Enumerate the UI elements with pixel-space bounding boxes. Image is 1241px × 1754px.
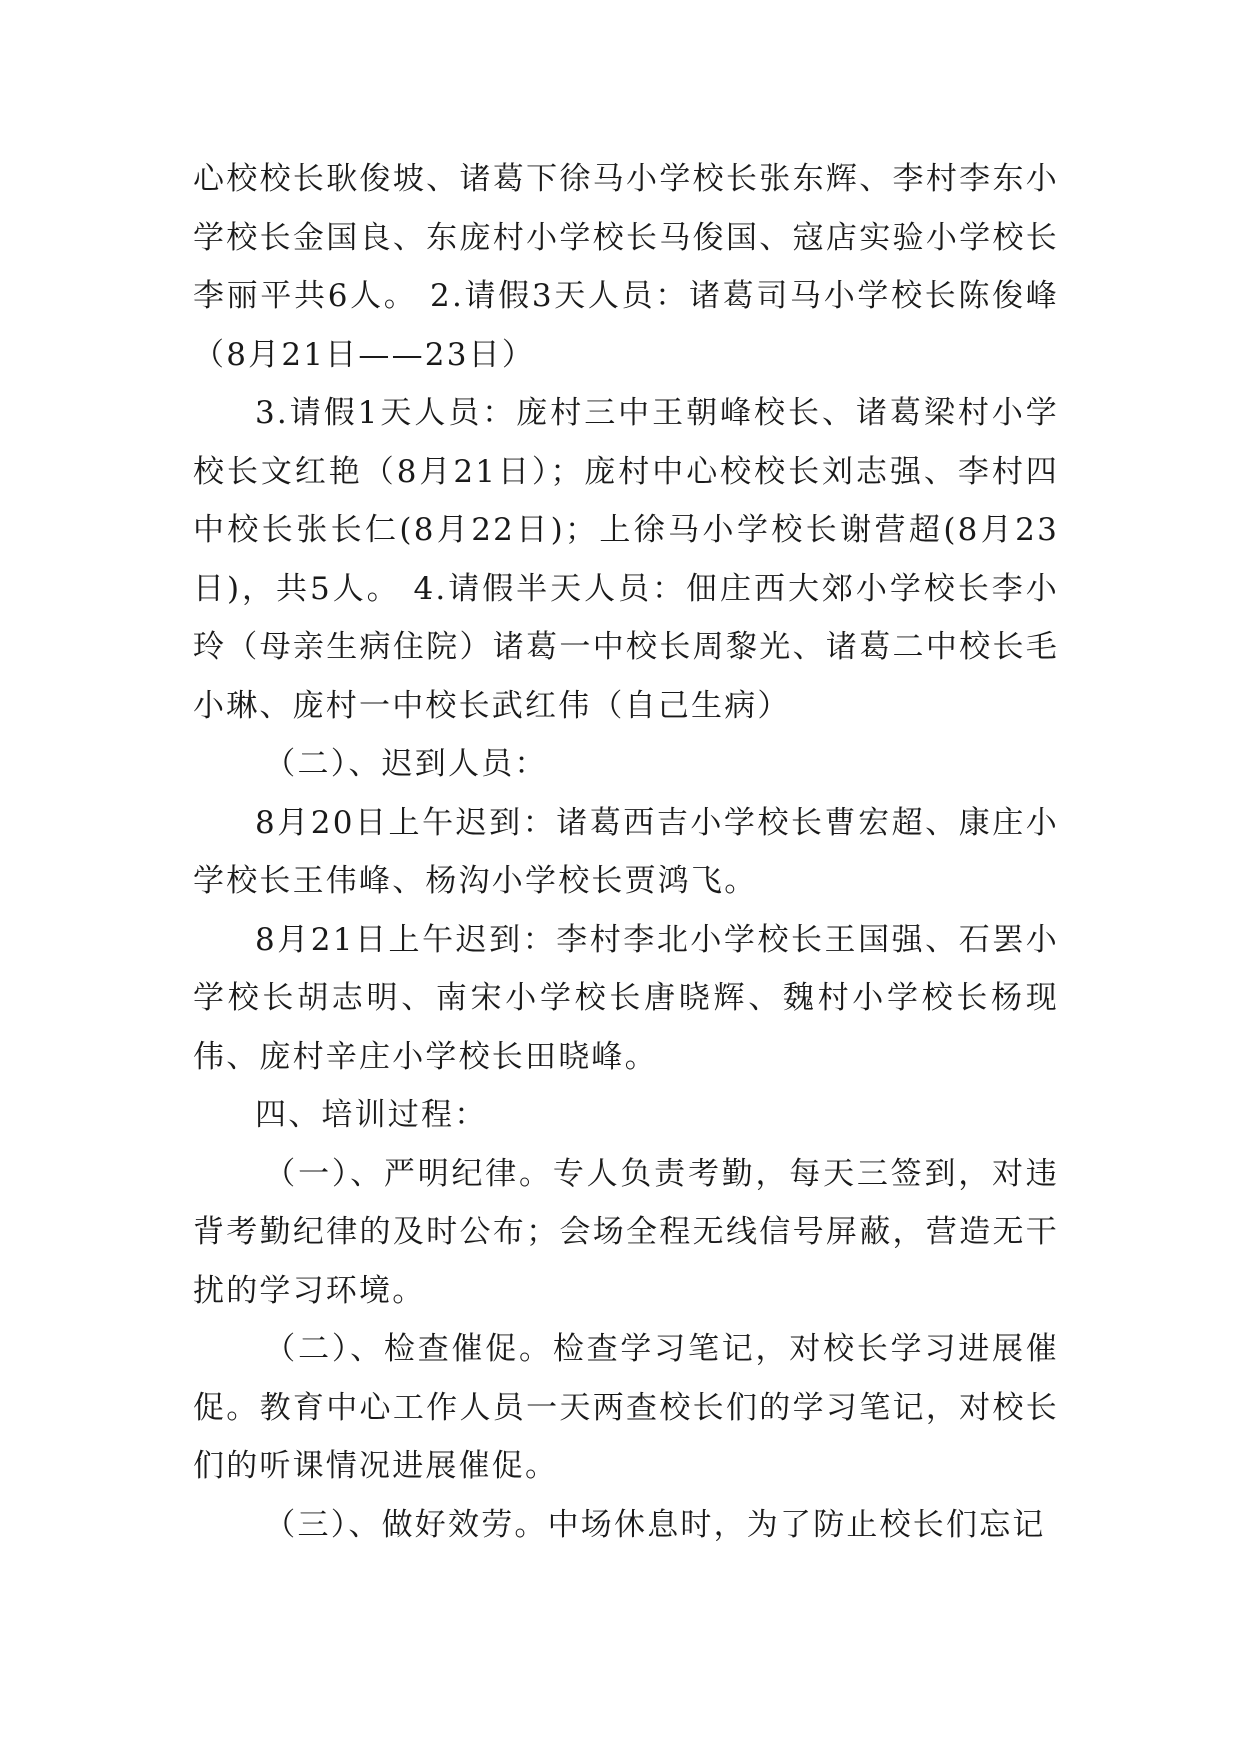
section-heading-training-process: 四、培训过程：: [255, 1097, 488, 1133]
section-heading-late: （二）、迟到人员：: [264, 746, 548, 782]
document-body: [193, 150, 1059, 1554]
paragraph-discipline: （一）、严明纪律。专人负责考勤，每天三签到，对违背考勤纪律的及时公布；会场全程无线信号屏蔽，营造无干扰的学习环境。: [193, 1155, 1059, 1309]
paragraph-service: （三）、做好效劳。中场休息时，为了防止校长们忘记: [264, 1506, 1046, 1543]
paragraph-continuation: 心校校长耿俊坡、诸葛下徐马小学校长张东辉、李村李东小学校长金国良、东庞村小学校长马俊国、寇店实验小学校长李丽平共6人。 2.请假3天人员：诸葛司马小学校长陈俊峰（8月21日——23日）: [193, 161, 1059, 373]
paragraph-late-aug-21: 8月21日上午迟到：李村李北小学校长王国强、石罢小学校长胡志明、南宋小学校长唐晓辉、魏村小学校长杨现伟、庞村辛庄小学校长田晓峰。: [193, 921, 1059, 1075]
paragraph-leave-one-day: 3.请假1天人员：庞村三中王朝峰校长、诸葛梁村小学校长文红艳（8月21日）；庞村中心校校长刘志强、李村四中校长张长仁(8月22日)；上徐马小学校长谢营超(8月23日)，共5人。 4.请假半天人员：佃庄西大郊小学校长李小玲（母亲生病住院）诸葛一中校长周黎光、诸葛二中校长毛小琳、庞村一中校长武红伟（自己生病）: [193, 395, 1059, 724]
paragraph-late-aug-20: 8月20日上午迟到：诸葛西吉小学校长曹宏超、康庄小学校长王伟峰、杨沟小学校长贾鸿飞。: [193, 804, 1059, 899]
paragraph-inspection: （二）、检查催促。检查学习笔记，对校长学习进展催促。教育中心工作人员一天两查校长们的学习笔记，对校长们的听课情况进展催促。: [193, 1331, 1059, 1484]
